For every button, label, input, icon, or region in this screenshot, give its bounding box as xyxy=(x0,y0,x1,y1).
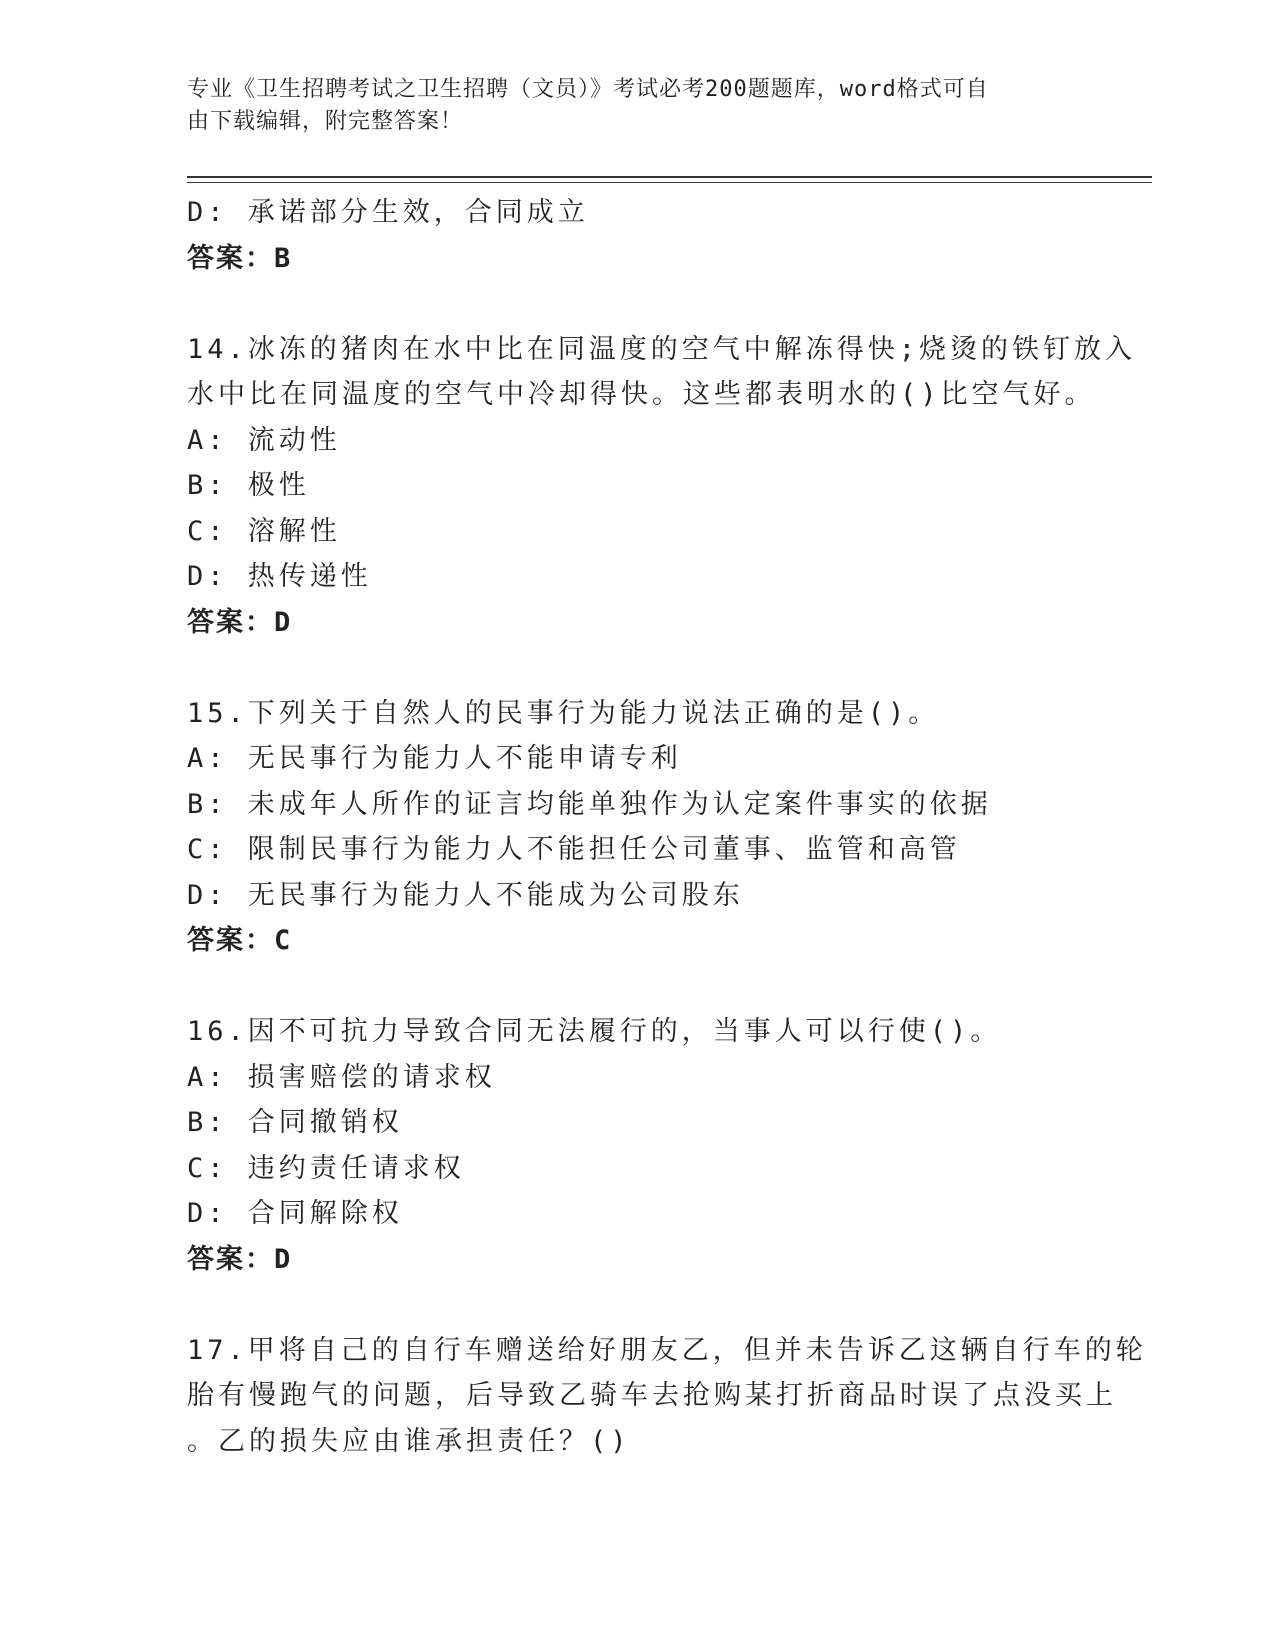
question-stem: 。乙的损失应由谁承担责任？() xyxy=(187,1425,631,1457)
question-block-16 xyxy=(187,1009,1087,1282)
option-a: A: 流动性 xyxy=(187,424,341,456)
question-content xyxy=(187,190,1147,1464)
option-d: D: 无民事行为能力人不能成为公司股东 xyxy=(187,879,744,911)
answer-line: 答案：C xyxy=(187,925,293,956)
option-d: D: 热传递性 xyxy=(187,561,372,592)
question-stem: 17.甲将自己的自行车赠送给好朋友乙，但并未告诉乙这辆自行车的轮 xyxy=(187,1334,1147,1366)
question-stem: 14.冰冻的猪肉在水中比在同温度的空气中解冻得快;烧烫的铁钉放入 xyxy=(187,333,1137,365)
option-d: D: 合同解除权 xyxy=(187,1198,403,1229)
question-block-13 xyxy=(187,190,1087,281)
spacer xyxy=(187,964,1087,1010)
header-divider-thick xyxy=(187,176,1152,178)
option-a: A: 无民事行为能力人不能申请专利 xyxy=(187,743,682,774)
header-divider-thin xyxy=(187,182,1152,183)
question-stem: 水中比在同温度的空气中冷却得快。这些都表明水的()比空气好。 xyxy=(187,379,1096,410)
question-block-14 xyxy=(187,327,1137,646)
question-stem: 15.下列关于自然人的民事行为能力说法正确的是()。 xyxy=(187,697,940,729)
spacer xyxy=(187,1282,1087,1328)
header-line-2: 由下载编辑，附完整答案！ xyxy=(187,109,464,134)
answer-line: 答案：B xyxy=(187,242,293,274)
option-d: D: 承诺部分生效，合同成立 xyxy=(187,197,589,228)
answer-line: 答案：D xyxy=(187,1243,293,1275)
option-b: B: 合同撤销权 xyxy=(187,1107,403,1138)
option-c: C: 违约责任请求权 xyxy=(187,1152,465,1184)
spacer xyxy=(187,281,1087,327)
spacer xyxy=(187,645,1087,691)
question-block-17 xyxy=(187,1328,1147,1465)
option-b: B: 极性 xyxy=(187,470,310,501)
page-header xyxy=(187,74,1067,138)
option-b: B: 未成年人所作的证言均能单独作为认定案件事实的依据 xyxy=(187,788,992,820)
option-c: C: 溶解性 xyxy=(187,515,341,547)
header-line-1: 专业《卫生招聘考试之卫生招聘（文员）》考试必考200题题库，word格式可自 xyxy=(187,77,989,102)
question-stem: 16.因不可抗力导致合同无法履行的，当事人可以行使()。 xyxy=(187,1016,1002,1047)
option-a: A: 损害赔偿的请求权 xyxy=(187,1061,496,1093)
answer-line: 答案：D xyxy=(187,606,293,638)
question-block-15 xyxy=(187,691,1087,964)
option-c: C: 限制民事行为能力人不能担任公司董事、监管和高管 xyxy=(187,834,961,865)
question-stem: 胎有慢跑气的问题，后导致乙骑车去抢购某打折商品时误了点没买上 xyxy=(187,1380,1117,1411)
